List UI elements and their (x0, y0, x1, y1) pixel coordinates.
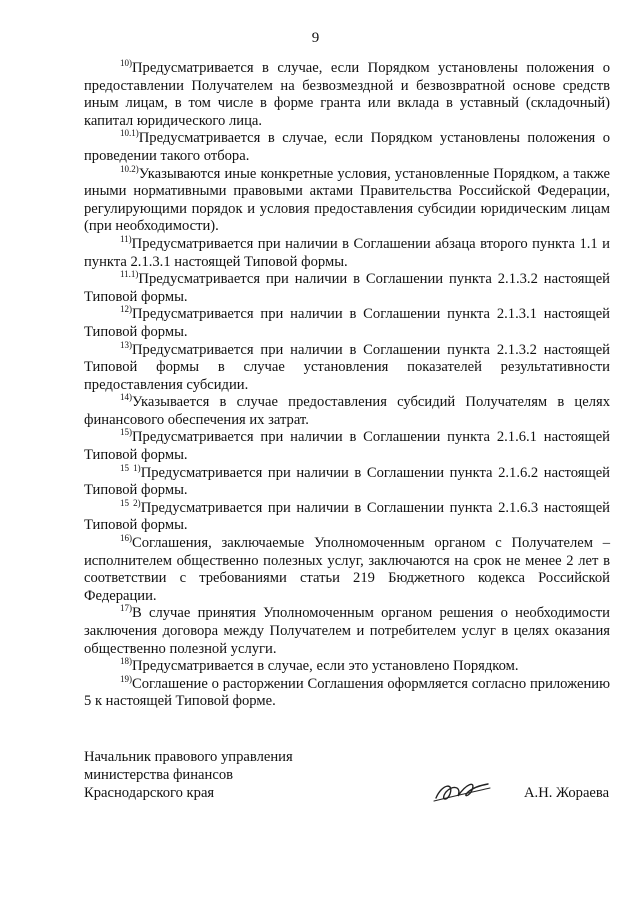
footnote-16 (84, 535, 610, 605)
footnote-10-2 (84, 163, 610, 236)
footnote-marker: 15) (120, 427, 132, 438)
footnote-19 (84, 673, 610, 711)
footnote-11-1 (84, 271, 610, 306)
footnote-text: Предусматривается в случае, если Порядком установлены положения о предоставлении Получателем на безвозмездной и безвозвратной основе средств иным лицам, в том числе в форме гранта или вклада в уставный (складочный) капитал юридического лица. (84, 60, 610, 129)
footnote-text: Предусматривается в случае, если это установлено Порядком. (132, 658, 519, 675)
footnote-text: Соглашение о расторжении Соглашения оформляется согласно приложению 5 к настоящей Типовой форме. (84, 675, 610, 710)
footnote-marker: 11) (120, 233, 132, 244)
footnote-marker: 19) (120, 673, 132, 684)
footnote-text: Предусматривается при наличии в Соглашении пункта 2.1.6.2 настоящей Типовой формы. (84, 464, 610, 499)
footnote-text: Предусматривается при наличии в Соглашении абзаца второго пункта 1.1 и пункта 2.1.3.1 настоящей Типовой формы. (84, 235, 610, 270)
footnote-text: Соглашения, заключаемые Уполномоченным органом с Получателем – исполнителем общественно полезных услуг, заключаются на срок не менее 2 лет в соответствии с требованиями статьи 219 Бюджетного кодекса Российской Федерации. (84, 535, 610, 604)
footnote-12 (84, 306, 610, 341)
footnote-15-2 (84, 497, 610, 535)
handwritten-signature (432, 776, 492, 806)
footnote-18 (84, 658, 610, 676)
footnote-marker: 13) (120, 339, 132, 350)
footnote-10-1 (84, 130, 610, 165)
footnote-text: Предусматривается в случае, если Порядком установлены положения о проведении такого отбора. (84, 130, 610, 164)
footnote-text: Предусматривается при наличии в Соглашении пункта 2.1.3.1 настоящей Типовой формы. (84, 306, 610, 340)
footnote-text: Предусматривается при наличии в Соглашении пункта 2.1.6.1 настоящей Типовой формы. (84, 429, 610, 464)
footnote-text: Предусматривается при наличии в Соглашении пункта 2.1.3.2 настоящей Типовой формы в случае установления показателей результативности предоставления субсидии. (84, 341, 610, 393)
footnote-17 (84, 605, 610, 658)
signer-position-line-3: Краснодарского края (84, 785, 215, 801)
footnote-marker: 11.1) (120, 269, 139, 280)
footnote-marker: 15 1) (120, 462, 141, 473)
footnote-text: Предусматривается при наличии в Соглашении пункта 2.1.6.3 настоящей Типовой формы. (84, 499, 610, 534)
footnote-marker: 14) (120, 392, 132, 403)
footnote-marker: 18) (120, 656, 132, 667)
footnote-marker: 17) (120, 603, 132, 614)
footnote-10 (84, 60, 610, 130)
footnote-text: Указывается в случае предоставления субсидий Получателям в целях финансового обеспечения их затрат. (84, 394, 610, 428)
footnote-text: Предусматривается при наличии в Соглашении пункта 2.1.3.2 настоящей Типовой формы. (84, 271, 610, 305)
footnote-text: Указываются иные конкретные условия, установленные Порядком, а также иными нормативными правовыми актами Правительства Российской Федерации, регулирующими порядок и условия предоставления субсидии юридическим лицам (при необходимости). (84, 165, 610, 235)
signer-position-line-2: министерства финансов (84, 767, 234, 783)
footnote-15 (84, 429, 610, 464)
footnote-11 (84, 233, 610, 271)
footnote-marker: 12) (120, 304, 132, 315)
footnote-marker: 10.2) (120, 163, 139, 174)
signer-position-line-1: Начальник правового управления (84, 749, 293, 765)
signature-block (84, 748, 610, 802)
footnote-marker: 10.1) (120, 128, 139, 139)
footnote-text: В случае принятия Уполномоченным органом решения о необходимости заключения договора между Получателем и потребителем услуг в целях оказания общественно полезной услуги. (84, 605, 610, 657)
signer-name: А.Н. Жораева (524, 785, 610, 801)
page-number: 9 (311, 30, 320, 46)
footnote-13 (84, 339, 610, 395)
footnote-marker: 10) (120, 58, 132, 68)
footnotes-list (84, 60, 610, 711)
footnote-marker: 15 2) (120, 497, 141, 508)
footnote-marker: 16) (120, 533, 132, 544)
footnote-15-1 (84, 462, 610, 500)
footnote-14 (84, 394, 610, 429)
